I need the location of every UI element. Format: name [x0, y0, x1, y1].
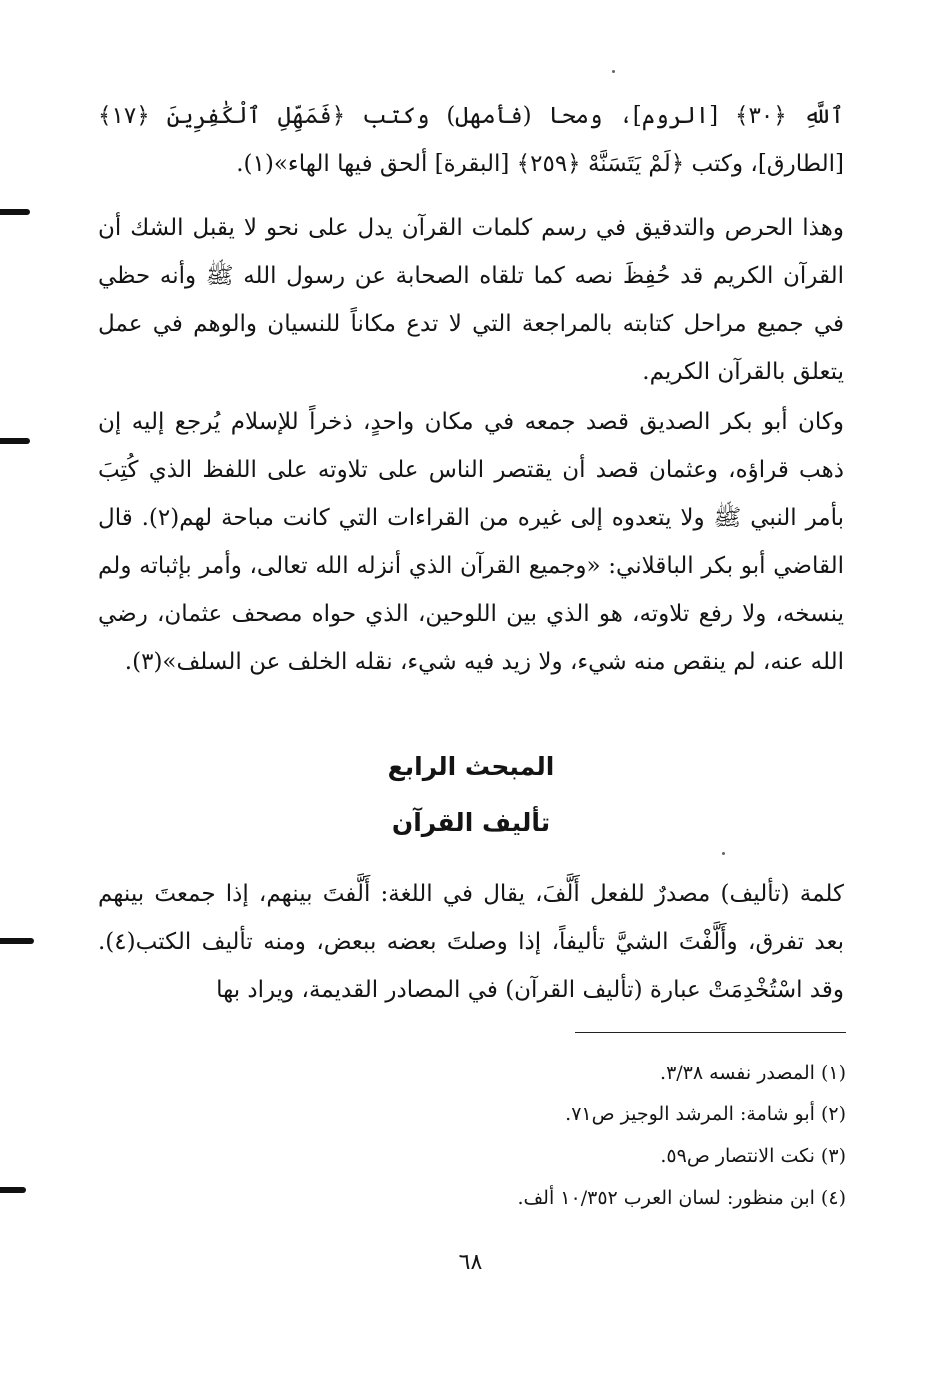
- margin-mark: [0, 1187, 26, 1193]
- margin-mark: [0, 209, 30, 215]
- footnote-1: (١) المصدر نفسه ٣/٣٨.: [660, 1062, 846, 1084]
- paragraph-definition: كلمة (تأليف) مصدرٌ للفعل أَلَّفَ، يقال في اللغة: أَلَّفتَ بينهم، إذا جمعتَ بينهم بعد تفرق، وأَلَّفْتَ الشيَّ تأليفاً، إذا وصلتَ بعضه ببعض، ومنه تأليف الكتب(٤). وقد اسْتُخْدِمَتْ عبارة (تأليف القرآن) في المصادر القديمة، ويراد بها: [98, 881, 844, 1003]
- footnote-3: (٣) نكت الانتصار ص٥٩.: [660, 1145, 846, 1167]
- section-heading: المبحث الرابع: [387, 752, 555, 781]
- page-number: ٦٨: [458, 1250, 483, 1275]
- margin-mark: [0, 438, 30, 444]
- scan-speck: [612, 70, 615, 73]
- footnote-divider: [575, 1032, 846, 1033]
- scan-speck: [722, 852, 725, 855]
- paragraph-preservation: وهذا الحرص والتدقيق في رسم كلمات القرآن يدل على نحو لا يقبل الشك أن القرآن الكريم قد حُفِظَ نصه كما تلقاه الصحابة عن رسول الله ﷺ وأنه حظي في جميع مراحل كتابته بالمراجعة التي لا تدع مكاناً للنسيان والوهم في عمل يتعلق بالقرآن الكريم.: [98, 215, 844, 385]
- paragraph-compilation: وكان أبو بكر الصديق قصد جمعه في مكان واحدٍ، ذخراً للإسلام يُرجع إليه إن ذهب قراؤه، وعثمان قصد أن يقتصر الناس على تلاوته على اللفظ الذي كُتِبَ بأمر النبي ﷺ ولا يتعدوه إلى غيره من القراءات التي كانت مباحة لهم(٢). قال القاضي أبو بكر الباقلاني: «وجميع القرآن الذي أنزله الله تعالى، وأمر بإثباته ولم ينسخه، ولا رفع تلاوته، هو الذي بين اللوحين، الذي حواه مصحف عثمان، رضي الله عنه، لم ينقص منه شيء، ولا زيد فيه شيء، نقله الخلف عن السلف»(٣).: [98, 409, 845, 675]
- margin-mark: [0, 938, 34, 944]
- footnote-2: (٢) أبو شامة: المرشد الوجيز ص٧١.: [565, 1103, 846, 1125]
- footnote-4: (٤) ابن منظور: لسان العرب ١٠/٣٥٢ ألف.: [517, 1187, 846, 1209]
- paragraph-continuation: ٱللَّهِ ﴿٣٠﴾ [الروم]، ومحا (فأمهل) وكتب ﴿فَمَهِّلِ ٱلْكَٰفِرِينَ ﴿١٧﴾ [الطارق]، وكتب ﴿لَمْ يَتَسَنَّهْ ﴿٢٥٩﴾ [البقرة] ألحق فيها الهاء»(١).: [98, 103, 844, 177]
- section-title: تأليف القرآن: [391, 808, 551, 837]
